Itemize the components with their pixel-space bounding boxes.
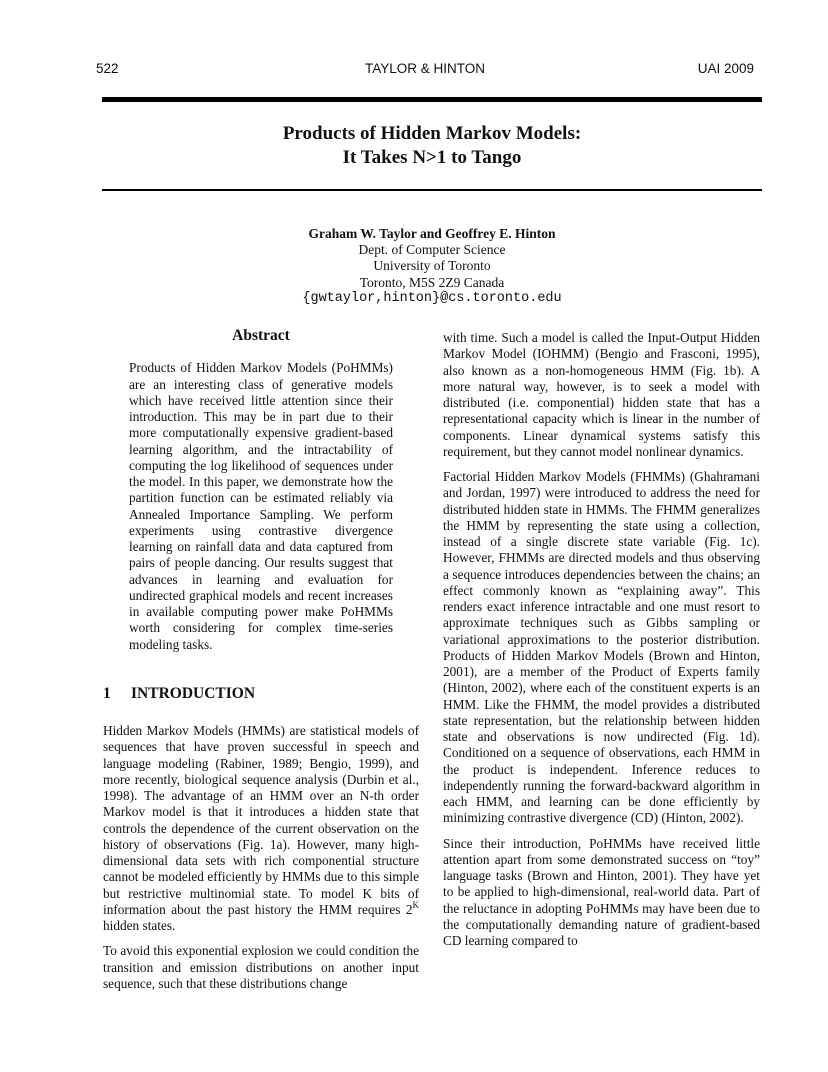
title-line-1: Products of Hidden Markov Models: <box>282 123 582 144</box>
abstract-heading: Abstract <box>232 327 290 344</box>
running-header <box>96 61 754 79</box>
venue-label: UAI 2009 <box>697 61 754 76</box>
author-email: {gwtaylor,hinton}@cs.toronto.edu <box>302 290 562 306</box>
section-heading <box>103 686 419 702</box>
paragraph: Since their introduction, PoHMMs have received little attention apart from some demonstrated success on “toy” language tasks (Brown and Hinton, 2001). They have yet to be applied to high-dimensional, real-world data. Part of the reluctance in adopting PoHMMs may have been due to the computationally demanding nature of gradient-based CD learning compared to <box>443 835 760 948</box>
paragraph: To avoid this exponential explosion we could condition the transition and emission distributions on another input sequence, such that these distributions change <box>103 943 419 991</box>
paragraph-text-end: hidden states. <box>103 918 176 933</box>
section-number: 1 <box>103 684 111 702</box>
author-dept: Dept. of Computer Science <box>358 242 506 258</box>
page-number: 522 <box>96 61 119 76</box>
author-names: Graham W. Taylor and Geoffrey E. Hinton <box>308 226 556 241</box>
title-rule <box>102 189 762 191</box>
running-title: TAYLOR & HINTON <box>364 61 486 76</box>
paragraph: Factorial Hidden Markov Models (FHMMs) (Ghahramani and Jordan, 1997) were introduced to address the need for distributed hidden state in HMMs. The FHMM generalizes the HMM by representing the state using a collection, instead of a single discrete state variable (Fig. 1c). However, FHMMs are directed models and thus observing a sequence introduces dependencies between the chains; an effect commonly known as “explaining away”. This renders exact inference intractable and one must resort to approximate techniques such as Gibbs sampling or variational approximations to the posterior distribution. Products of Hidden Markov Models (Brown and Hinton, 2001), are a member of the Product of Experts family (Hinton, 2002), where each of the constituent experts is an HMM. Like the FHMM, the model provides a distributed state representation, but the relationship between hidden state and observations is now undirected (Fig. 1d). Conditioned on a sequence of observations, each HMM in the product is independent. Inference reduces to independently running the forward-backward algorithm in each HMM, and learning can be done efficiently by minimizing contrastive divergence (CD) (Hinton, 2002). <box>443 469 760 826</box>
author-address: Toronto, M5S 2Z9 Canada <box>359 274 505 290</box>
left-column <box>103 328 419 1001</box>
paper-title <box>102 122 762 170</box>
right-column <box>443 330 760 958</box>
author-block <box>102 226 762 307</box>
top-rule <box>102 97 762 102</box>
title-line-2: It Takes N>1 to Tango <box>342 147 522 168</box>
superscript: K <box>412 899 419 910</box>
paragraph-text: Hidden Markov Models (HMMs) are statistical models of sequences that have proven successful in speech and language modeling (Rabiner, 1989; Bengio, 1999), and more recently, biological sequence analysis (Durbin et al., 1998). The advantage of an HMM over an N-th order Markov model is that it introduces a hidden state that controls the dependence of the current observation on the history of observations (Fig. 1a). However, many high-dimensional data sets with rich componential structure cannot be modeled efficiently by HMMs due to this simple but restrictive multinomial state. To model K bits of information about the past history the HMM requires 2 <box>103 723 419 917</box>
section-title: INTRODUCTION <box>131 684 256 702</box>
abstract-text: Products of Hidden Markov Models (PoHMMs) are an interesting class of generative models which have received little attention since their introduction. This may be in part due to their more computationally expensive gradient-based learning algorithm, and the intractability of computing the log likelihood of sequences under the model. In this paper, we demonstrate how the partition function can be estimated reliably via Annealed Importance Sampling. We perform experiments using contrastive divergence learning on rainfall data and data captured from pairs of people dancing. Our results suggest that advances in learning and evaluation for undirected graphical models and recent increases in available computing power make PoHMMs worth considering for complex time-series modeling tasks. <box>129 360 393 652</box>
paragraph <box>103 723 419 934</box>
paragraph: with time. Such a model is called the Input-Output Hidden Markov Model (IOHMM) (Bengio and Frasconi, 1995), also known as a non-homogeneous HMM (Fig. 1b). A more natural way, however, is to seek a model with distributed (i.e. componential) hidden state that has a representational capacity which is linear in the number of components. Linear dynamical systems satisfy this requirement, but they cannot model nonlinear dynamics. <box>443 330 760 459</box>
author-university: University of Toronto <box>373 258 491 274</box>
